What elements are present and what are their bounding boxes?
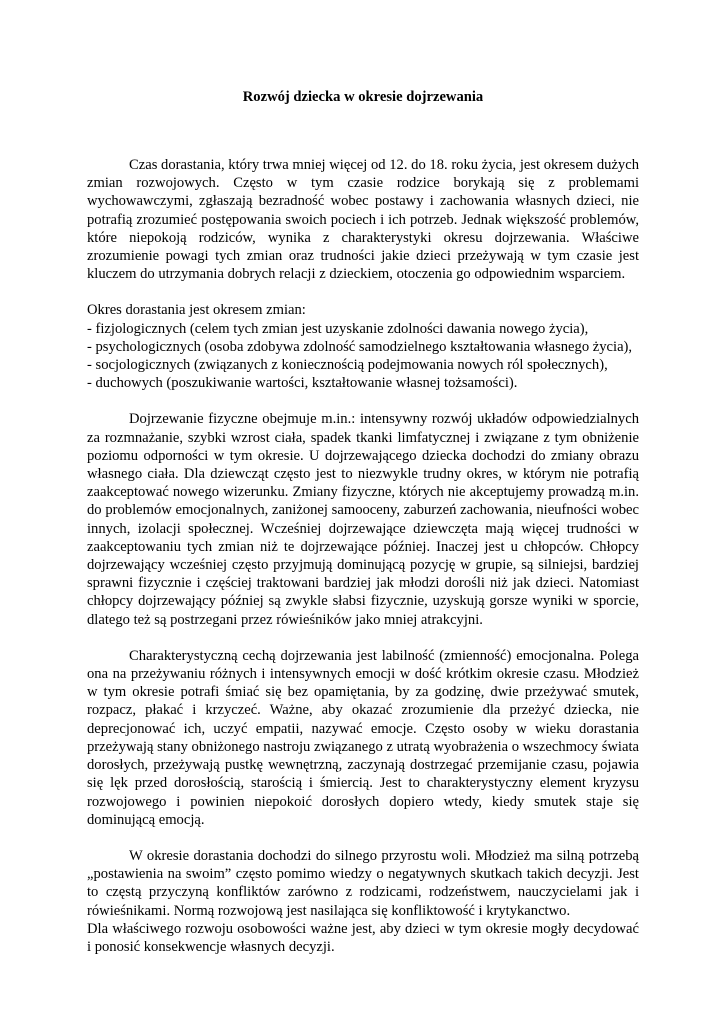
document-page [87, 88, 639, 956]
list-item-sociological: - socjologicznych (związanych z koniecznością podejmowania nowych ról społecznych), [87, 357, 608, 374]
paragraph-physical: Dojrzewanie fizyczne obejmuje m.in.: intensywny rozwój układów odpowiedzialnych za rozmnażanie, szybki wzrost ciała, spadek tkanki limfatycznej i związane z tym obniżenie poziomu odporności w tym okresie. U dojrzewającego dziecka dochodzi do zmiany obrazu własnego ciała. Dla dziewcząt często jest to niezwykle trudny okres, w którym nie potrafią zaakceptować nowego wizerunku. Zmiany fizyczne, których nie akceptujemy prowadzą m.in. do problemów emocjonalnych, zaniżonej samooceny, zaburzeń zachowania, nieufności wobec innych, izolacji społecznej. Wcześniej dojrzewające dziewczęta mają więcej trudności w zaakceptowaniu tych zmian niż te dojrzewające później. Inaczej jest u chłopców. Chłopcy dojrzewający wcześniej często przyjmują dominującą pozycję w grupie, są silniejsi, bardziej sprawni fizycznie i częściej traktowani bardziej jak młodzi dorośli niż jak dzieci. Natomiast chłopcy dojrzewający później są zwykle słabsi fizycznie, uzyskują gorsze wyniki w sporcie, dlatego też są postrzegani przez rówieśników jako mniej atrakcyjni. [87, 411, 639, 628]
list-item-spiritual: - duchowych (poszukiwanie wartości, kształtowanie własnej tożsamości). [87, 375, 518, 392]
paragraph-will: W okresie dorastania dochodzi do silnego przyrostu woli. Młodzież ma silną potrzebą „postawienia na swoim” często pomimo wiedzy o negatywnych skutkach takich decyzji. Jest to częstą przyczyną konfliktów zarówno z rodzicami, rodzeństwem, nauczycielami jak i rówieśnikami. Normą rozwojową jest nasilająca się konfliktowość i krytykanctwo. [87, 847, 639, 919]
list-item-physiological: - fizjologicznych (celem tych zmian jest uzyskanie zdolności dawania nowego życia), [87, 320, 589, 337]
changes-heading: Okres dorastania jest okresem zmian: [87, 302, 306, 319]
document-title: Rozwój dziecka w okresie dojrzewania [242, 89, 484, 105]
paragraph-intro: Czas dorastania, który trwa mniej więcej od 12. do 18. roku życia, jest okresem dużych zmian rozwojowych. Często w tym czasie rodzice borykają się z problemami wychowawczymi, zgłaszają bezradność wobec postawy i zachowania własnych dzieci, nie potrafią zrozumieć postępowania swoich pociech i ich potrzeb. Jednak większość problemów, które niepokoją rodziców, wynika z charakterystyki okresu dojrzewania. Właściwe zrozumienie powagi tych zmian oraz trudności jakie dzieci przeżywają w tym czasie jest kluczem do utrzymania dobrych relacji z dzieckiem, otoczenia go odpowiednim wsparciem. [87, 157, 639, 283]
paragraph-emotional: Charakterystyczną cechą dojrzewania jest labilność (zmienność) emocjonalna. Polega ona na przeżywaniu różnych i intensywnych emocji w dość krótkim okresie czasu. Młodzież w tym okresie potrafi śmiać się bez opamiętania, by za godzinę, dwie przeżywać smutek, rozpacz, płakać i krzyczeć. Ważne, aby okazać zrozumienie dla przeżyć dziecka, nie deprecjonować ich, uczyć empatii, nazywać emocje. Często osoby w wieku dorastania przeżywają stany obniżonego nastroju związanego z utratą wyobrażenia o wszechmocy świata dorosłych, przeżywają pustkę wewnętrzną, zaczynają dostrzegać przemijanie czasu, pojawia się lęk przed dorosłością, starością i śmiercią. Jest to charakterystyczny element kryzysu rozwojowego i powinien niepokoić dorosłych dopiero wtedy, kiedy smutek staje się dominującą emocją. [87, 647, 639, 828]
paragraph-gap [87, 829, 639, 847]
title-spacer [87, 106, 639, 156]
list-item-psychological: - psychologicznych (osoba zdobywa zdolność samodzielnego kształtowania własnego życia), [87, 338, 633, 355]
paragraph-gap [87, 629, 639, 647]
paragraph-closing: Dla właściwego rozwoju osobowości ważne jest, aby dzieci w tym okresie mogły decydować i ponosić konsekwencje własnych decyzji. [87, 920, 639, 955]
paragraph-gap [87, 283, 639, 301]
paragraph-gap [87, 392, 639, 410]
